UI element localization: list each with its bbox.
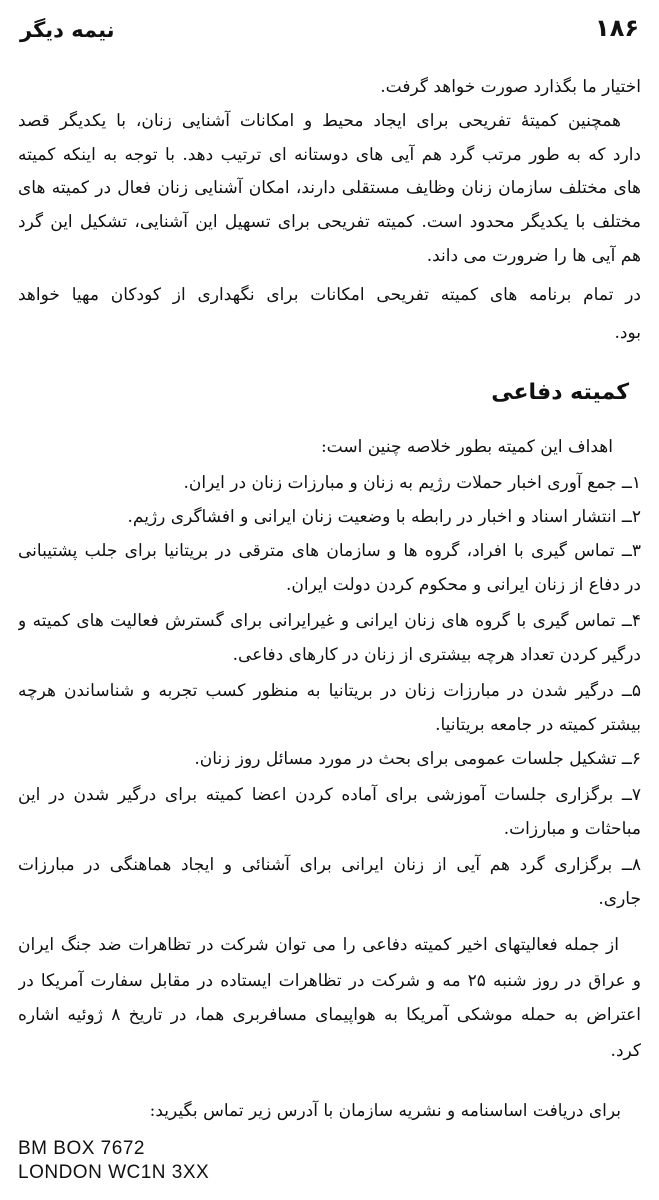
list-item-line: ۷ــ برگزاری جلسات آموزشی برای آماده کردن اعضا کمیته برای درگیر شدن در این [18, 785, 641, 805]
intro-line: اختیار ما بگذارد صورت خواهد گرفت. [380, 77, 641, 97]
intro-line: مختلف با یکدیگر محدود است. کمیته تفریحی برای تسهیل این آشنایی، تشکیل این گرد [18, 212, 641, 232]
list-item-line: مباحثات و مبارزات. [503, 819, 641, 839]
closing-line: کرد. [610, 1041, 641, 1061]
page-number: ۱۸۶ [595, 14, 639, 42]
intro-line: همچنین کمیتهٔ تفریحی برای ایجاد محیط و امکانات آشنایی زنان، با یکدیگر قصد [18, 111, 621, 131]
address-line-2: LONDON WC1N 3XX [18, 1162, 210, 1183]
contact-text: برای دریافت اساسنامه و نشریه سازمان با آدرس زیر تماس بگیرید: [149, 1101, 621, 1121]
section-title: کمیته دفاعی [491, 380, 629, 405]
list-item-line: بیشتر کمیته در جامعه بریتانیا. [435, 715, 641, 735]
list-item-line: ۶ــ تشکیل جلسات عمومی برای بحث در مورد مسائل روز زنان. [194, 749, 641, 769]
list-item-line: ۲ــ انتشار اسناد و اخبار در رابطه با وضعیت زنان ایرانی و افشاگری رژیم. [127, 507, 641, 527]
journal-title: نیمه دیگر [20, 18, 115, 42]
intro-line: دارد که به طور مرتب گرد هم آیی های دوستانه ای ترتیب دهد. با توجه به اینکه کمیته [18, 145, 641, 165]
intro-line: هم آیی ها را ضرورت می داند. [426, 246, 641, 266]
list-item-line: ۳ــ تماس گیری با افراد، گروه ها و سازمان های مترقی در بریتانیا برای جلب پشتیبانی [18, 541, 641, 561]
list-item-line: جاری. [598, 889, 641, 909]
closing-line: و عراق در روز شنبه ۲۵ مه و شرکت در تظاهرات ایستاده در مقابل سفارت آمریکا در [18, 971, 641, 991]
list-item-line: ۸ــ برگزاری گرد هم آیی از زنان ایرانی برای آشنائی و ایجاد هماهنگی در مبارزات [18, 855, 641, 875]
list-item-line: ۴ــ تماس گیری با گروه های زنان ایرانی و غیرایرانی برای گسترش فعالیت های کمیته و [18, 611, 641, 631]
list-item-line: ۵ــ درگیر شدن در مبارزات زنان در بریتانیا به منظور کسب تجربه و شناساندن هرچه [18, 681, 641, 701]
section-intro: اهداف این کمیته بطور خلاصه چنین است: [320, 437, 613, 457]
list-item-line: درگیر کردن تعداد هرچه بیشتری از زنان در کارهای دفاعی. [232, 645, 641, 665]
address-line-1: BM BOX 7672 [18, 1138, 145, 1159]
intro-line: بود. [614, 323, 641, 343]
closing-line: از جمله فعالیتهای اخیر کمیته دفاعی را می توان شرکت در تظاهرات ضد جنگ ایران [18, 935, 619, 955]
intro-line: در تمام برنامه های کمیته تفریحی امکانات برای نگهداری از کودکان مهیا خواهد [18, 285, 641, 305]
list-item-line: ۱ــ جمع آوری اخبار حملات رژیم به زنان و مبارزات زنان در ایران. [183, 473, 641, 493]
closing-line: اعتراض به حمله موشکی آمریکا به هواپیمای مسافربری هما، در تاریخ ۸ ژوئیه اشاره [18, 1005, 641, 1025]
list-item-line: در دفاع از زنان ایرانی و محکوم کردن دولت ایران. [285, 575, 641, 595]
intro-line: های مختلف سازمان زنان وظایف مستقلی دارند، امکان آشنایی زنان فعال در کمیته های [18, 178, 641, 198]
